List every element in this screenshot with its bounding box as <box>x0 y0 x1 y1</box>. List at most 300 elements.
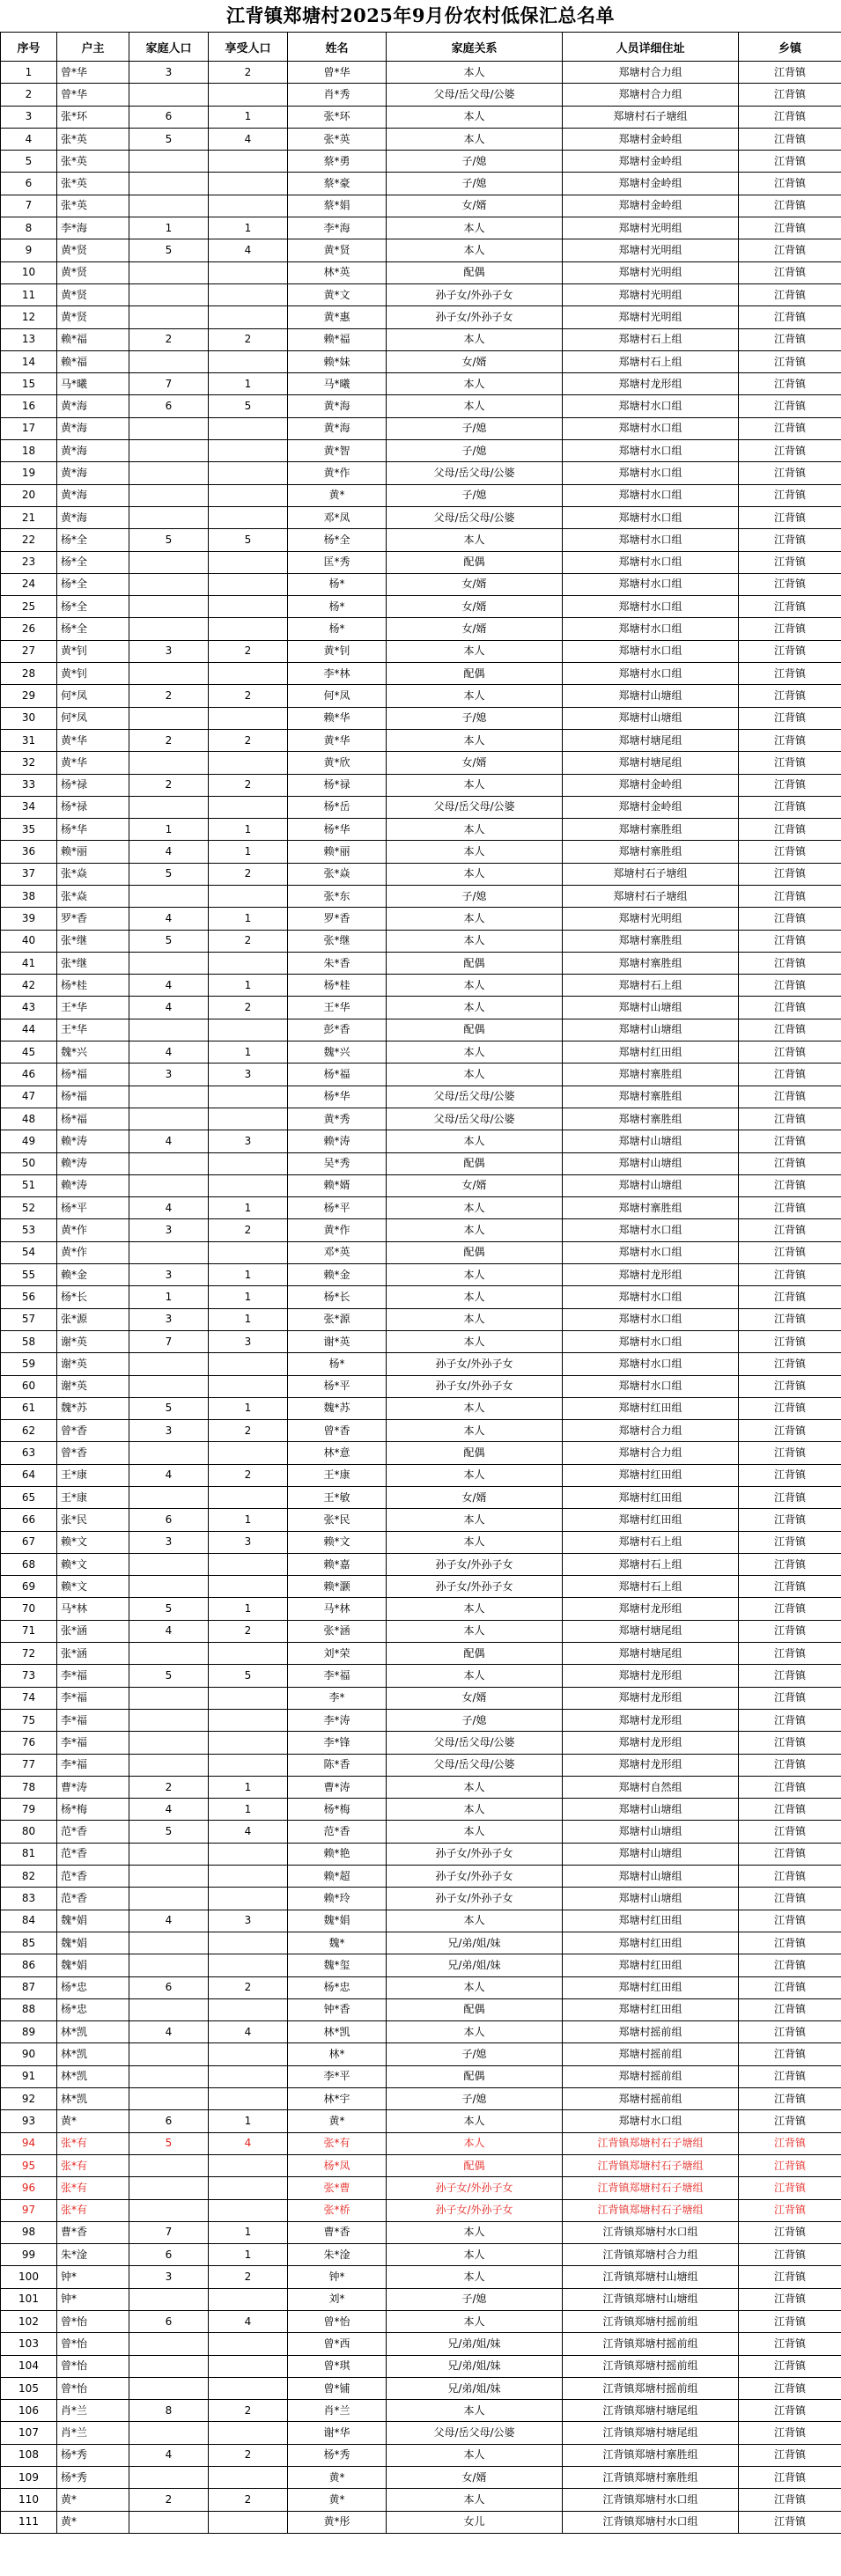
table-row <box>1 2400 841 2422</box>
cell-household-head: 黄*海 <box>57 417 129 439</box>
cell-town: 江背镇 <box>739 1219 841 1241</box>
cell-town: 江背镇 <box>739 841 841 863</box>
cell-index: 1 <box>1 62 57 84</box>
cell-address: 郑塘村金岭组 <box>563 774 739 796</box>
cell-beneficiaries <box>209 2177 288 2199</box>
cell-index: 27 <box>1 640 57 662</box>
cell-beneficiaries: 2 <box>209 2400 288 2422</box>
cell-address: 郑塘村塘尾组 <box>563 729 739 751</box>
cell-household-head: 曾*华 <box>57 84 129 106</box>
cell-beneficiaries: 2 <box>209 1620 288 1642</box>
cell-family-size: 4 <box>129 1464 209 1486</box>
cell-address: 郑塘村塘尾组 <box>563 1620 739 1642</box>
cell-town: 江背镇 <box>739 1709 841 1731</box>
cell-relation: 本人 <box>387 2266 563 2288</box>
cell-town: 江背镇 <box>739 2422 841 2444</box>
cell-index: 40 <box>1 930 57 952</box>
cell-index: 31 <box>1 729 57 751</box>
cell-name: 赖*华 <box>288 707 387 729</box>
cell-household-head: 黄*海 <box>57 395 129 417</box>
cell-address: 郑塘村水口组 <box>563 1353 739 1375</box>
cell-address: 郑塘村龙形组 <box>563 1754 739 1776</box>
cell-address: 郑塘村红田组 <box>563 1932 739 1954</box>
cell-family-size <box>129 1108 209 1130</box>
cell-beneficiaries: 2 <box>209 2444 288 2466</box>
table-row <box>1 2422 841 2444</box>
cell-name: 黄*作 <box>288 462 387 484</box>
cell-family-size: 6 <box>129 395 209 417</box>
cell-relation: 孙子女/外孙子女 <box>387 1576 563 1598</box>
cell-household-head: 赖*涛 <box>57 1130 129 1152</box>
cell-family-size <box>129 1487 209 1509</box>
cell-name: 赖*艳 <box>288 1843 387 1865</box>
cell-town: 江背镇 <box>739 1976 841 1998</box>
cell-household-head: 谢*英 <box>57 1375 129 1397</box>
cell-index: 41 <box>1 952 57 974</box>
cell-town: 江背镇 <box>739 1064 841 1086</box>
cell-address: 郑塘村金岭组 <box>563 151 739 173</box>
table-row <box>1 1264 841 1286</box>
cell-town: 江背镇 <box>739 1866 841 1888</box>
cell-relation: 本人 <box>387 2489 563 2511</box>
cell-index: 72 <box>1 1643 57 1665</box>
cell-relation: 本人 <box>387 395 563 417</box>
cell-town: 江背镇 <box>739 1776 841 1798</box>
cell-household-head: 张*涵 <box>57 1643 129 1665</box>
cell-address: 郑塘村寨胜组 <box>563 930 739 952</box>
cell-index: 90 <box>1 2043 57 2065</box>
cell-relation: 兄/弟/姐/妹 <box>387 2355 563 2377</box>
cell-family-size: 5 <box>129 1598 209 1620</box>
cell-address: 江背镇郑塘村石子塘组 <box>563 2199 739 2221</box>
cell-family-size: 2 <box>129 328 209 350</box>
cell-beneficiaries: 1 <box>209 908 288 930</box>
cell-index: 54 <box>1 1241 57 1263</box>
cell-address: 江背镇郑塘村石子塘组 <box>563 2177 739 2199</box>
cell-household-head: 黄*海 <box>57 440 129 462</box>
cell-index: 78 <box>1 1776 57 1798</box>
cell-name: 黄*智 <box>288 440 387 462</box>
cell-relation: 本人 <box>387 2310 563 2332</box>
cell-beneficiaries: 5 <box>209 395 288 417</box>
cell-relation: 本人 <box>387 774 563 796</box>
cell-family-size <box>129 1954 209 1976</box>
cell-name: 李*涛 <box>288 1709 387 1731</box>
cell-family-size <box>129 2088 209 2110</box>
cell-index: 111 <box>1 2511 57 2533</box>
cell-town: 江背镇 <box>739 2021 841 2043</box>
cell-town: 江背镇 <box>739 1197 841 1219</box>
cell-household-head: 杨*梅 <box>57 1799 129 1821</box>
cell-family-size <box>129 2199 209 2221</box>
cell-name: 张*涵 <box>288 1620 387 1642</box>
table-row <box>1 283 841 305</box>
cell-beneficiaries <box>209 1241 288 1263</box>
cell-town: 江背镇 <box>739 350 841 372</box>
cell-relation: 本人 <box>387 239 563 261</box>
cell-town: 江背镇 <box>739 2310 841 2332</box>
cell-address: 郑塘村龙形组 <box>563 1264 739 1286</box>
cell-beneficiaries <box>209 283 288 305</box>
cell-index: 97 <box>1 2199 57 2221</box>
cell-household-head: 黄* <box>57 2110 129 2132</box>
cell-household-head: 张*英 <box>57 151 129 173</box>
cell-name: 陈*香 <box>288 1754 387 1776</box>
cell-relation: 孙子女/外孙子女 <box>387 1843 563 1865</box>
cell-town: 江背镇 <box>739 997 841 1019</box>
cell-town: 江背镇 <box>739 2400 841 2422</box>
table-row <box>1 1174 841 1196</box>
cell-beneficiaries <box>209 2199 288 2221</box>
cell-town: 江背镇 <box>739 1531 841 1553</box>
cell-index: 20 <box>1 484 57 506</box>
cell-index: 100 <box>1 2266 57 2288</box>
cell-relation: 本人 <box>387 975 563 997</box>
cell-name: 黄*作 <box>288 1219 387 1241</box>
cell-index: 47 <box>1 1086 57 1108</box>
cell-family-size: 7 <box>129 1330 209 1352</box>
cell-household-head: 杨*福 <box>57 1064 129 1086</box>
cell-family-size <box>129 417 209 439</box>
cell-beneficiaries <box>209 1732 288 1754</box>
cell-town: 江背镇 <box>739 328 841 350</box>
cell-town: 江背镇 <box>739 2444 841 2466</box>
cell-index: 95 <box>1 2154 57 2176</box>
cell-relation: 本人 <box>387 841 563 863</box>
cell-index: 82 <box>1 1866 57 1888</box>
cell-relation: 配偶 <box>387 261 563 283</box>
cell-household-head: 张*有 <box>57 2132 129 2154</box>
cell-index: 12 <box>1 306 57 328</box>
cell-beneficiaries: 2 <box>209 685 288 707</box>
cell-family-size <box>129 1843 209 1865</box>
table-row <box>1 819 841 841</box>
cell-family-size <box>129 2177 209 2199</box>
cell-family-size: 6 <box>129 2244 209 2266</box>
cell-household-head: 林*凯 <box>57 2021 129 2043</box>
cell-name: 黄*秀 <box>288 1108 387 1130</box>
cell-town: 江背镇 <box>739 885 841 907</box>
cell-name: 黄*贤 <box>288 239 387 261</box>
cell-household-head: 张*涵 <box>57 1620 129 1642</box>
table-row <box>1 1799 841 1821</box>
cell-address: 郑塘村山塘组 <box>563 1019 739 1041</box>
cell-address: 郑塘村山塘组 <box>563 707 739 729</box>
cell-name: 魏*苏 <box>288 1397 387 1419</box>
cell-town: 江背镇 <box>739 640 841 662</box>
cell-name: 杨*华 <box>288 1086 387 1108</box>
cell-beneficiaries <box>209 952 288 974</box>
cell-household-head: 张*英 <box>57 195 129 217</box>
cell-beneficiaries <box>209 1866 288 1888</box>
cell-name: 王*敏 <box>288 1487 387 1509</box>
cell-household-head: 钟* <box>57 2266 129 2288</box>
cell-family-size: 4 <box>129 2021 209 2043</box>
cell-index: 32 <box>1 752 57 774</box>
cell-relation: 女/婿 <box>387 573 563 595</box>
cell-town: 江背镇 <box>739 506 841 528</box>
table-row <box>1 640 841 662</box>
cell-beneficiaries: 1 <box>209 841 288 863</box>
table-row <box>1 551 841 573</box>
cell-relation: 父母/岳父母/公婆 <box>387 1108 563 1130</box>
cell-beneficiaries: 4 <box>209 128 288 150</box>
table-row <box>1 1375 841 1397</box>
cell-household-head: 杨*全 <box>57 551 129 573</box>
cell-index: 107 <box>1 2422 57 2444</box>
cell-household-head: 肖*兰 <box>57 2422 129 2444</box>
cell-name: 赖*灏 <box>288 1576 387 1598</box>
cell-index: 33 <box>1 774 57 796</box>
cell-town: 江背镇 <box>739 1086 841 1108</box>
cell-family-size: 3 <box>129 2266 209 2288</box>
cell-town: 江背镇 <box>739 2377 841 2399</box>
table-row <box>1 1665 841 1687</box>
cell-address: 江背镇郑塘村合力组 <box>563 2244 739 2266</box>
cell-relation: 本人 <box>387 2132 563 2154</box>
cell-relation: 兄/弟/姐/妹 <box>387 2377 563 2399</box>
cell-family-size <box>129 484 209 506</box>
cell-name: 杨*平 <box>288 1375 387 1397</box>
cell-town: 江背镇 <box>739 106 841 128</box>
cell-name: 杨*禄 <box>288 774 387 796</box>
cell-beneficiaries: 1 <box>209 2110 288 2132</box>
cell-beneficiaries: 3 <box>209 1330 288 1352</box>
cell-family-size: 5 <box>129 1397 209 1419</box>
cell-beneficiaries <box>209 306 288 328</box>
cell-beneficiaries <box>209 1174 288 1196</box>
cell-beneficiaries: 1 <box>209 217 288 239</box>
cell-address: 江背镇郑塘村寨胜组 <box>563 2467 739 2489</box>
cell-household-head: 王*华 <box>57 1019 129 1041</box>
cell-household-head: 马*曦 <box>57 373 129 395</box>
cell-household-head: 范*香 <box>57 1866 129 1888</box>
cell-family-size: 1 <box>129 819 209 841</box>
cell-index: 106 <box>1 2400 57 2422</box>
cell-family-size <box>129 1019 209 1041</box>
cell-family-size: 4 <box>129 1041 209 1064</box>
cell-town: 江背镇 <box>739 551 841 573</box>
cell-name: 刘* <box>288 2288 387 2310</box>
cell-beneficiaries: 4 <box>209 2132 288 2154</box>
cell-town: 江背镇 <box>739 1286 841 1308</box>
cell-name: 李*平 <box>288 2065 387 2087</box>
cell-index: 91 <box>1 2065 57 2087</box>
cell-relation: 孙子女/外孙子女 <box>387 1375 563 1397</box>
table-row <box>1 573 841 595</box>
cell-index: 99 <box>1 2244 57 2266</box>
cell-index: 13 <box>1 328 57 350</box>
cell-household-head: 张*英 <box>57 128 129 150</box>
table-row <box>1 417 841 439</box>
cell-relation: 本人 <box>387 1286 563 1308</box>
cell-household-head: 王*康 <box>57 1464 129 1486</box>
col-header-beneficiaries: 享受人口 <box>209 33 288 62</box>
cell-family-size <box>129 2288 209 2310</box>
cell-beneficiaries <box>209 1019 288 1041</box>
cell-family-size: 7 <box>129 373 209 395</box>
table-row <box>1 1620 841 1642</box>
cell-beneficiaries: 2 <box>209 2489 288 2511</box>
cell-relation: 孙子女/外孙子女 <box>387 2177 563 2199</box>
table-row <box>1 440 841 462</box>
cell-household-head: 李*福 <box>57 1732 129 1754</box>
cell-name: 赖*超 <box>288 1866 387 1888</box>
cell-town: 江背镇 <box>739 2244 841 2266</box>
cell-town: 江背镇 <box>739 752 841 774</box>
cell-relation: 本人 <box>387 1041 563 1064</box>
cell-address: 郑塘村石上组 <box>563 350 739 372</box>
cell-household-head: 黄* <box>57 2511 129 2533</box>
cell-family-size: 2 <box>129 774 209 796</box>
cell-index: 64 <box>1 1464 57 1486</box>
table-row <box>1 1197 841 1219</box>
cell-household-head: 何*凤 <box>57 707 129 729</box>
cell-address: 郑塘村山塘组 <box>563 685 739 707</box>
cell-beneficiaries: 3 <box>209 1910 288 1932</box>
cell-address: 郑塘村石上组 <box>563 1576 739 1598</box>
cell-relation: 父母/岳父母/公婆 <box>387 2422 563 2444</box>
table-row <box>1 1286 841 1308</box>
cell-address: 江背镇郑塘村摇前组 <box>563 2333 739 2355</box>
cell-beneficiaries <box>209 1108 288 1130</box>
cell-household-head: 曾*怡 <box>57 2310 129 2332</box>
cell-household-head: 赖*文 <box>57 1531 129 1553</box>
cell-relation: 配偶 <box>387 2065 563 2087</box>
cell-town: 江背镇 <box>739 1954 841 1976</box>
cell-household-head: 林*凯 <box>57 2043 129 2065</box>
cell-town: 江背镇 <box>739 1041 841 1064</box>
cell-family-size: 5 <box>129 239 209 261</box>
table-row <box>1 239 841 261</box>
cell-beneficiaries <box>209 261 288 283</box>
cell-relation: 父母/岳父母/公婆 <box>387 1086 563 1108</box>
table-row <box>1 195 841 217</box>
cell-family-size: 3 <box>129 1219 209 1241</box>
cell-relation: 子/媳 <box>387 885 563 907</box>
cell-name: 黄* <box>288 2489 387 2511</box>
cell-index: 98 <box>1 2221 57 2243</box>
cell-address: 江背镇郑塘村山塘组 <box>563 2266 739 2288</box>
cell-relation: 本人 <box>387 1910 563 1932</box>
cell-household-head: 黄*贤 <box>57 306 129 328</box>
cell-index: 19 <box>1 462 57 484</box>
cell-family-size <box>129 2377 209 2399</box>
cell-beneficiaries <box>209 573 288 595</box>
table-row <box>1 2110 841 2132</box>
cell-name: 范*香 <box>288 1821 387 1843</box>
col-header-index: 序号 <box>1 33 57 62</box>
cell-name: 匡*秀 <box>288 551 387 573</box>
cell-relation: 父母/岳父母/公婆 <box>387 796 563 818</box>
cell-household-head: 曾*怡 <box>57 2333 129 2355</box>
cell-name: 黄*海 <box>288 395 387 417</box>
cell-name: 张*源 <box>288 1308 387 1330</box>
cell-town: 江背镇 <box>739 484 841 506</box>
cell-beneficiaries: 1 <box>209 1799 288 1821</box>
cell-beneficiaries: 2 <box>209 1420 288 1442</box>
cell-household-head: 曹*涛 <box>57 1776 129 1798</box>
cell-index: 89 <box>1 2021 57 2043</box>
cell-beneficiaries <box>209 462 288 484</box>
table-row <box>1 1241 841 1263</box>
cell-relation: 父母/岳父母/公婆 <box>387 1754 563 1776</box>
cell-relation: 子/媳 <box>387 707 563 729</box>
cell-index: 96 <box>1 2177 57 2199</box>
cell-address: 江背镇郑塘村水口组 <box>563 2221 739 2243</box>
cell-address: 郑塘村摇前组 <box>563 2088 739 2110</box>
cell-name: 林* <box>288 2043 387 2065</box>
cell-family-size <box>129 462 209 484</box>
cell-household-head: 朱*淦 <box>57 2244 129 2266</box>
table-row <box>1 729 841 751</box>
cell-town: 江背镇 <box>739 1420 841 1442</box>
cell-index: 66 <box>1 1509 57 1531</box>
cell-beneficiaries: 2 <box>209 328 288 350</box>
roster-table <box>0 32 841 2534</box>
cell-town: 江背镇 <box>739 1487 841 1509</box>
cell-beneficiaries: 1 <box>209 1041 288 1064</box>
cell-family-size: 4 <box>129 1197 209 1219</box>
cell-index: 2 <box>1 84 57 106</box>
cell-index: 3 <box>1 106 57 128</box>
cell-household-head: 黄*作 <box>57 1219 129 1241</box>
cell-beneficiaries <box>209 2065 288 2087</box>
cell-name: 刘*荣 <box>288 1643 387 1665</box>
table-row <box>1 328 841 350</box>
cell-address: 郑塘村自然组 <box>563 1776 739 1798</box>
cell-index: 56 <box>1 1286 57 1308</box>
cell-beneficiaries: 1 <box>209 1197 288 1219</box>
cell-beneficiaries <box>209 1843 288 1865</box>
cell-relation: 本人 <box>387 1509 563 1531</box>
cell-name: 曾*铺 <box>288 2377 387 2399</box>
cell-beneficiaries <box>209 885 288 907</box>
cell-family-size <box>129 440 209 462</box>
cell-name: 曾*西 <box>288 2333 387 2355</box>
table-row <box>1 997 841 1019</box>
cell-name: 杨* <box>288 573 387 595</box>
cell-name: 张*桥 <box>288 2199 387 2221</box>
table-row <box>1 796 841 818</box>
cell-address: 郑塘村山塘组 <box>563 1152 739 1174</box>
cell-name: 张*继 <box>288 930 387 952</box>
cell-name: 赖*妹 <box>288 350 387 372</box>
cell-name: 黄* <box>288 2467 387 2489</box>
cell-name: 赖*金 <box>288 1264 387 1286</box>
cell-index: 94 <box>1 2132 57 2154</box>
cell-family-size <box>129 306 209 328</box>
cell-address: 郑塘村合力组 <box>563 1420 739 1442</box>
cell-beneficiaries <box>209 1353 288 1375</box>
cell-family-size <box>129 1576 209 1598</box>
cell-relation: 孙子女/外孙子女 <box>387 1553 563 1575</box>
cell-household-head: 曾*香 <box>57 1442 129 1464</box>
cell-address: 江背镇郑塘村摇前组 <box>563 2310 739 2332</box>
cell-household-head: 魏*苏 <box>57 1397 129 1419</box>
cell-family-size <box>129 283 209 305</box>
cell-index: 49 <box>1 1130 57 1152</box>
cell-address: 郑塘村水口组 <box>563 506 739 528</box>
cell-family-size <box>129 2422 209 2444</box>
cell-household-head: 魏*兴 <box>57 1041 129 1064</box>
cell-household-head: 曾*华 <box>57 62 129 84</box>
cell-beneficiaries <box>209 796 288 818</box>
cell-relation: 子/媳 <box>387 417 563 439</box>
cell-household-head: 赖*福 <box>57 328 129 350</box>
cell-relation: 本人 <box>387 685 563 707</box>
cell-town: 江背镇 <box>739 1509 841 1531</box>
